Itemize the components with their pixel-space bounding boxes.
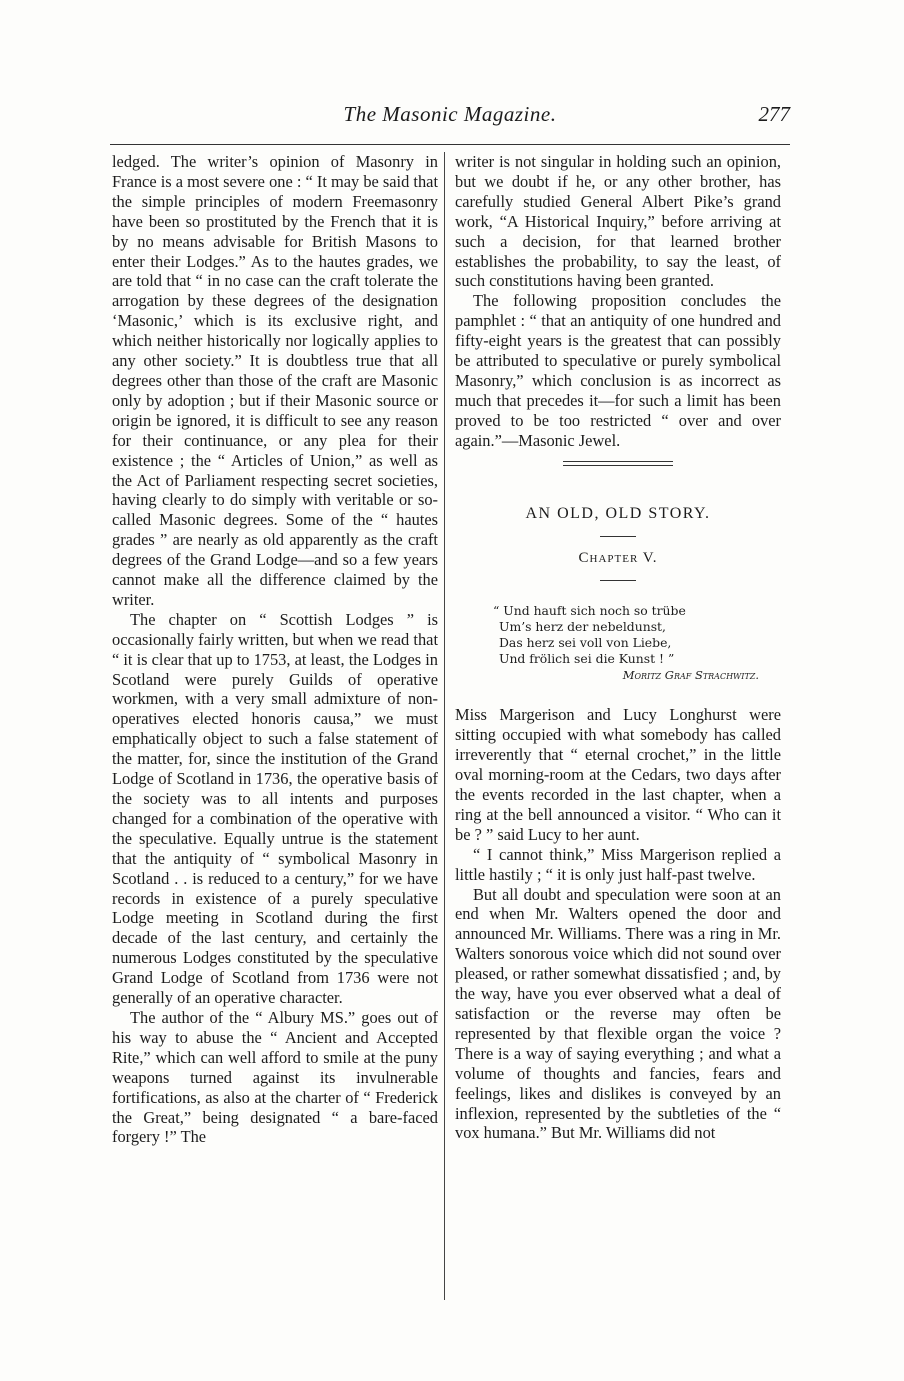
right-paragraph-2: The following proposition concludes the pamphlet : “ that an antiquity of one hundred and fifty-eight years is the greatest that can possibly be attributed to speculative or purely symbolical Masonry,” which conclusion is as incorrect as much that precedes it—for such a limit has been proved to be too restricted “ over and over again.”—Masonic Jewel. — [455, 291, 781, 450]
header-rule — [110, 144, 790, 145]
story-body — [455, 705, 781, 1143]
poem-line: Und frölich sei die Kunst ! ” — [499, 651, 675, 667]
section-divider — [563, 461, 673, 466]
page-header — [110, 98, 790, 138]
left-paragraph-1: ledged. The writer’s opinion of Masonry in France is a most severe one : “ It may be said that the simple principles of modern Freemasonry have been so prostituted by the French that it is by no means advisable for British Masons to enter their Lodges.” As to the hautes grades, we are told that “ in no case can the craft tolerate the arrogation by these degrees of the designation ‘Masonic,’ which is its exclusive right, and which neither historically nor logically applies to any other society.” It is doubtless true that all degrees other than those of the craft are Masonic only by adoption ; but if their Masonic source or origin be ignored, it is difficult to see any reason for their continuance, or any plea for their existence ; the “ Articles of Union,” as well as the Act of Parliament respecting secret societies, having clearly to do simply with veritable or so-called Masonic degrees. Some of the “ hautes grades ” are nearly as old apparently as the craft degrees of the Grand Lodge—and so a few years cannot make all the difference claimed by the writer. — [112, 152, 438, 609]
poem-line: “ Und hauft sich noch so trübe — [493, 603, 686, 619]
page-number: 277 — [758, 102, 790, 126]
left-column — [112, 152, 438, 1147]
right-paragraph-1: writer is not singular in holding such an opinion, but we doubt if he, or any other brother, has carefully studied General Albert Pike’s grand work, “A Historical Inquiry,” before arriving at such a decision, for that learned brother establishes the probability, to say the least, of such constitutions having been granted. — [455, 152, 781, 291]
story-paragraph-1: Miss Margerison and Lucy Longhurst were sitting occupied with what somebody has called irreverently that “ eternal crochet,” in the little oval morning-room at the Cedars, two days after the events recorded in the last chapter, when a ring at the bell announced a visitor. “ Who can it be ? ” said Lucy to her aunt. — [455, 705, 781, 844]
story-paragraph-3: But all doubt and speculation were soon at an end when Mr. Walters opened the door and announced Mr. Williams. There was a ring in Mr. Walters sonorous voice which did not sound over pleased, or rather somewhat dissatisfied ; and, by the way, have you ever observed what a deal of satisfaction or the reverse may often be represented by that flexible organ the voice ? There is a way of saying everything ; and what a volume of thoughts and fancies, fears and feelings, likes and dislikes is conveyed by an inflexion, represented by the subtleties of the “ vox humana.” But Mr. Williams did not — [455, 884, 781, 1143]
right-column — [455, 152, 781, 1143]
title-rule — [600, 536, 636, 537]
magazine-title: The Masonic Magazine. — [343, 102, 557, 126]
epigraph-poem — [493, 603, 781, 683]
left-paragraph-2: The chapter on “ Scottish Lodges ” is occasionally fairly written, but when we read that “ it is clear that up to 1753, at least, the Lodges in Scotland were purely Guilds of operative workmen, with a very small admixture of non-operatives elected honoris causa,” we must emphatically object to such a false statement of the matter, for, since the institution of the Grand Lodge of Scotland in 1736, the operative basis of the society was to all intents and purposes changed for a combination of the operative with the speculative. Equally untrue is the statement that the antiquity of “ symbolical Masonry in Scotland . . is reduced to a century,” for we have records in existence of a purely speculative Lodge meeting in Scotland during the first decade of the last century, and certainly the numerous Lodges constituted by the speculative Grand Lodge of Scotland from 1736 were not generally of an operative character. — [112, 609, 438, 1008]
chapter-rule — [600, 580, 636, 581]
poem-line: Um’s herz der nebeldunst, — [499, 619, 666, 635]
chapter-heading: Chapter V. — [578, 549, 658, 566]
story-paragraph-2: “ I cannot think,” Miss Margerison replied a little hastily ; “ it is only just half-past twelve. — [455, 844, 781, 884]
story-title: AN OLD, OLD STORY. — [525, 504, 711, 522]
poem-attribution: Moritz Graf Strachwitz. — [622, 668, 759, 683]
column-divider — [444, 152, 445, 1300]
poem-line: Das herz sei voll von Liebe, — [499, 635, 672, 651]
left-paragraph-3: The author of the “ Albury MS.” goes out of his way to abuse the “ Ancient and Accepted Rite,” which can well afford to smile at the puny weapons turned against its invulnerable fortifications, as also at the charter of “ Frederick the Great,” being designated “ a bare-faced forgery !” The — [112, 1007, 438, 1147]
